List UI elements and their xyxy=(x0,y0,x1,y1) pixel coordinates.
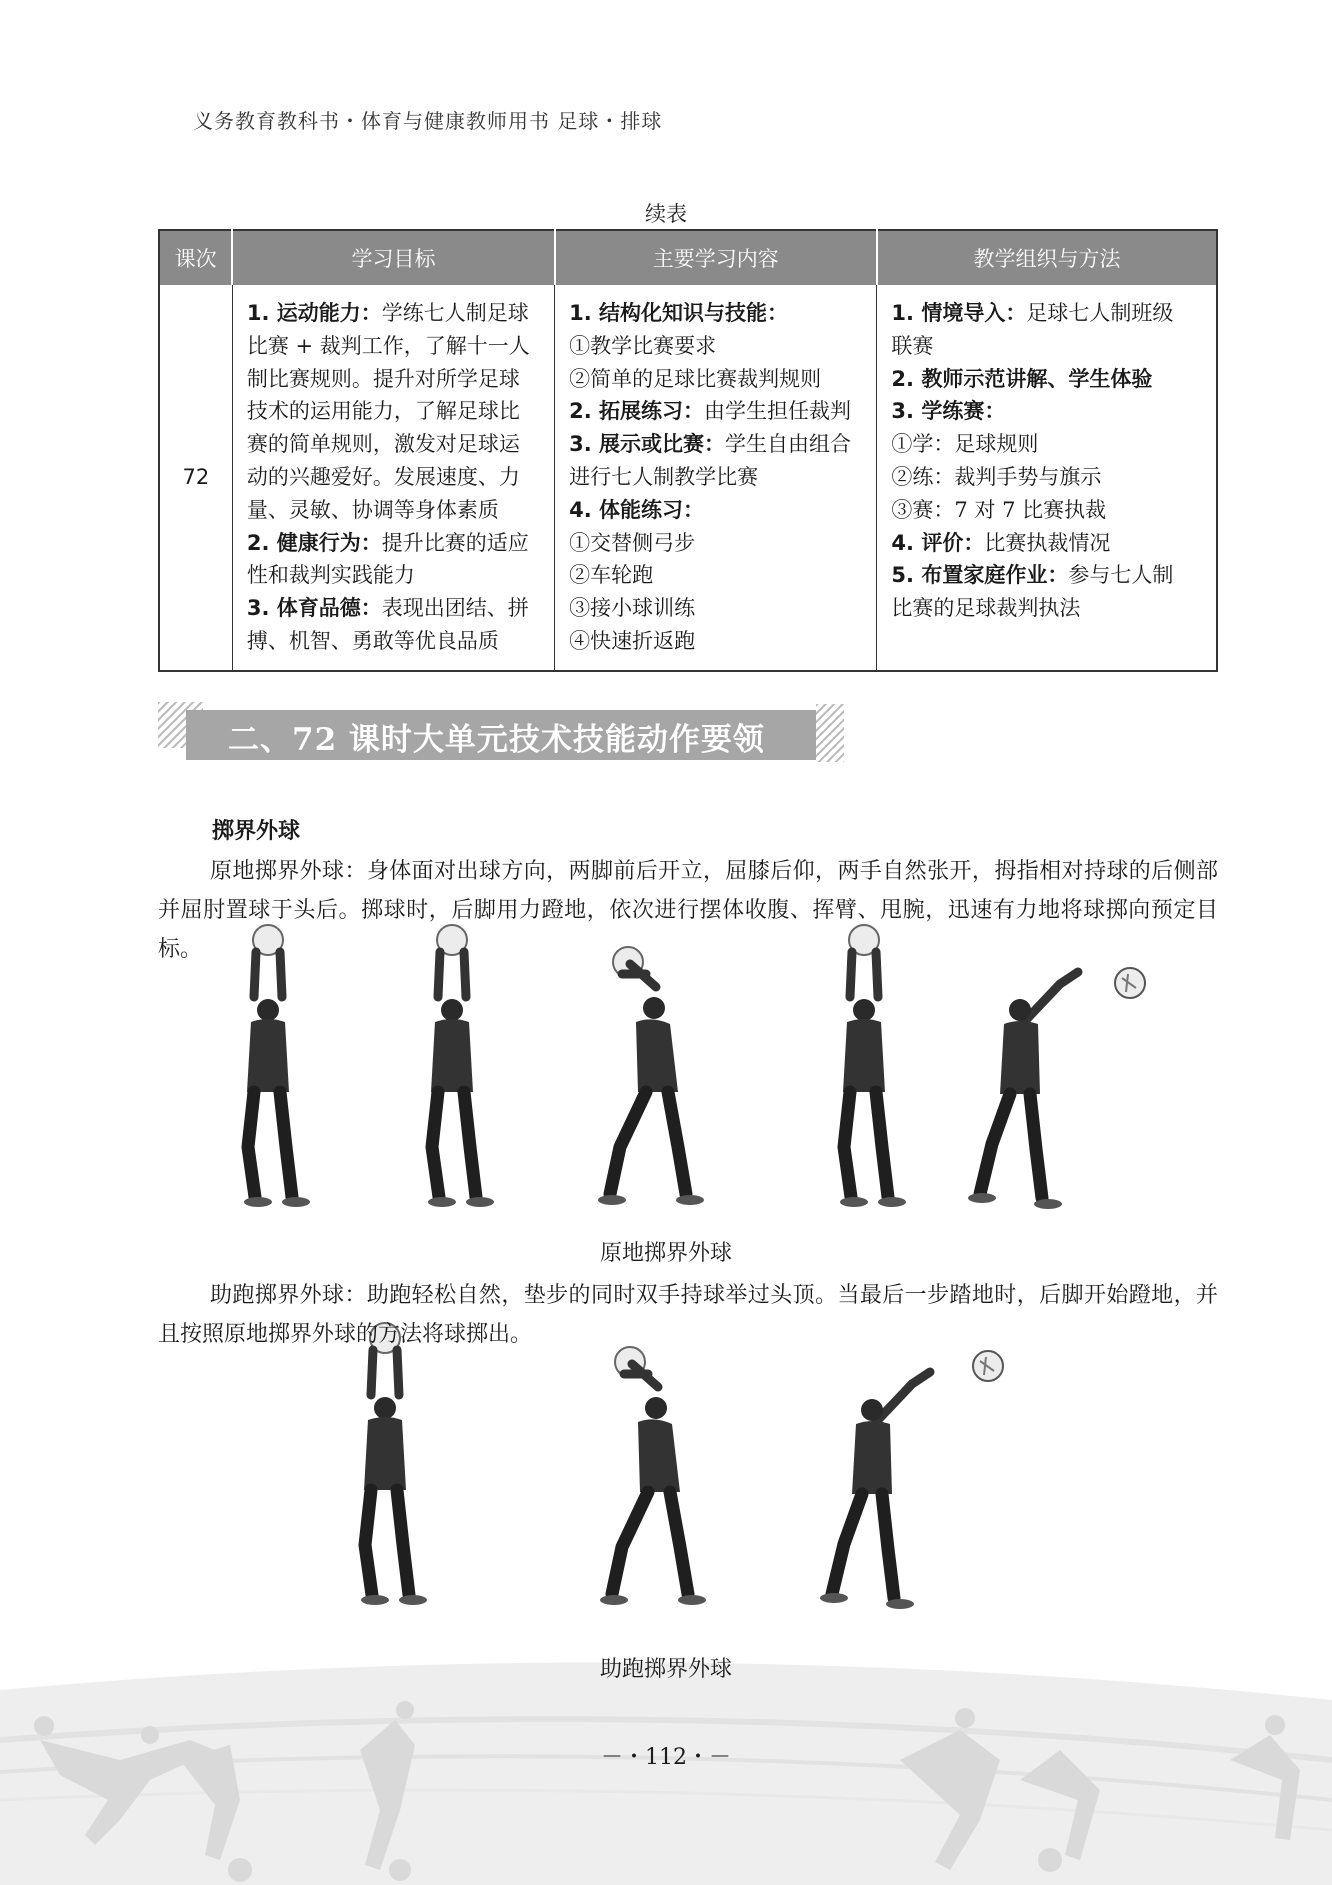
running-throw-photos xyxy=(361,1323,1003,1609)
caption-running-throw: 助跑掷界外球 xyxy=(599,1657,732,1682)
running-head: 义务教育教科书・体育与健康教师用书 足球・排球 xyxy=(193,109,663,133)
cell-line-text: 性和裁判实践能力 xyxy=(246,563,415,588)
cell-line-text: 由学生担任裁判 xyxy=(704,399,852,424)
header-goals: 学习目标 xyxy=(232,230,554,285)
cell-line-text: ④快速折返跑 xyxy=(569,628,696,653)
cell-line-text: ②简单的足球比赛裁判规则 xyxy=(569,366,822,391)
cell-line-bold: 2. 教师示范讲解、学生体验 xyxy=(891,366,1153,391)
cell-line-text: 比赛的足球裁判执法 xyxy=(891,596,1081,621)
cell-line-bold: 4. 评价： xyxy=(891,530,985,555)
cell-line-text: ①交替侧弓步 xyxy=(569,530,696,555)
cell-line-text: 比赛执裁情况 xyxy=(984,530,1111,555)
caption-standing-throw: 原地掷界外球 xyxy=(599,1241,732,1266)
cell-line-bold: 1. 情境导入： xyxy=(891,301,1027,325)
cell-line-text: 动的兴趣爱好。发展速度、力 xyxy=(246,464,520,489)
cell-line-bold: 4. 体能练习： xyxy=(569,497,705,522)
cell-line-text: 提升比赛的适应 xyxy=(381,530,529,555)
cell-line-text: ②车轮跑 xyxy=(569,563,654,588)
cell-line-text: ③赛：7 对 7 比赛执裁 xyxy=(891,497,1107,522)
lesson-number: 72 xyxy=(182,464,210,489)
cell-line-text: 技术的运用能力，了解足球比 xyxy=(246,399,520,424)
header-content: 主要学习内容 xyxy=(555,230,877,285)
cell-line-bold: 1. 运动能力： xyxy=(246,301,382,325)
cell-line-text: 制比赛规则。提升对所学足球 xyxy=(246,366,520,391)
section-title: 二、72 课时大单元技术技能动作要领 xyxy=(228,722,765,758)
cell-line-bold: 3. 学练赛： xyxy=(891,399,1006,424)
subhead-throw-in: 掷界外球 xyxy=(212,819,301,844)
standing-throw-photos xyxy=(244,925,1145,1209)
cell-line-text: 参与七人制 xyxy=(1068,563,1174,588)
cell-line-text: 搏、机智、勇敢等优良品质 xyxy=(246,628,499,653)
cell-line-text: 进行七人制教学比赛 xyxy=(569,464,759,489)
cell-line-bold: 5. 布置家庭作业： xyxy=(891,563,1069,588)
cell-line-bold: 2. 健康行为： xyxy=(246,530,382,555)
cell-line-text: 赛的简单规则，激发对足球运 xyxy=(246,432,520,457)
cell-line-text: 量、灵敏、协调等身体素质 xyxy=(246,497,499,522)
paragraph-standing-throw: 原地掷界外球：身体面对出球方向，两脚前后开立，屈膝后仰，两手自然张开，拇指相对持球的后侧部并屈肘置球于头后。掷球时，后脚用力蹬地，依次进行摆体收腹、挥臂、甩腕，迅速有力地将球掷向预定目标。 xyxy=(158,859,1218,962)
cell-line-text: 表现出团结、拼 xyxy=(381,596,529,621)
cell-line-bold: 3. 体育品德： xyxy=(246,596,382,621)
cell-line-text: 足球七人制班级 xyxy=(1026,301,1174,325)
header-lesson: 课次 xyxy=(159,230,232,285)
cell-line-text: ②练：裁判手势与旗示 xyxy=(891,464,1102,489)
footer-decoration xyxy=(0,1662,1332,1885)
cell-line-text: ①学：足球规则 xyxy=(891,432,1039,457)
cell-line-text: 比赛 + 裁判工作，了解十一人 xyxy=(246,333,530,358)
page-number: －・112・－ xyxy=(601,1745,731,1770)
cell-line-bold: 2. 拓展练习： xyxy=(569,399,705,424)
paragraph-running-throw: 助跑掷界外球：助跑轻松自然，垫步的同时双手持球举过头顶。当最后一步踏地时，后脚开始蹬地，并且按照原地掷界外球的方法将球掷出。 xyxy=(158,1283,1218,1347)
cell-line-text: 学练七人制足球 xyxy=(381,301,529,325)
cell-line-text: 学生自由组合 xyxy=(725,432,852,457)
cell-line-text: ③接小球训练 xyxy=(569,596,696,621)
cell-line-text: ①教学比赛要求 xyxy=(569,333,717,358)
cell-line-text: 联赛 xyxy=(891,333,934,358)
header-methods: 教学组织与方法 xyxy=(877,230,1217,285)
table-caption: 续表 xyxy=(645,202,687,226)
cell-line-bold: 3. 展示或比赛： xyxy=(569,432,726,457)
cell-line-bold: 1. 结构化知识与技能： xyxy=(569,301,789,325)
